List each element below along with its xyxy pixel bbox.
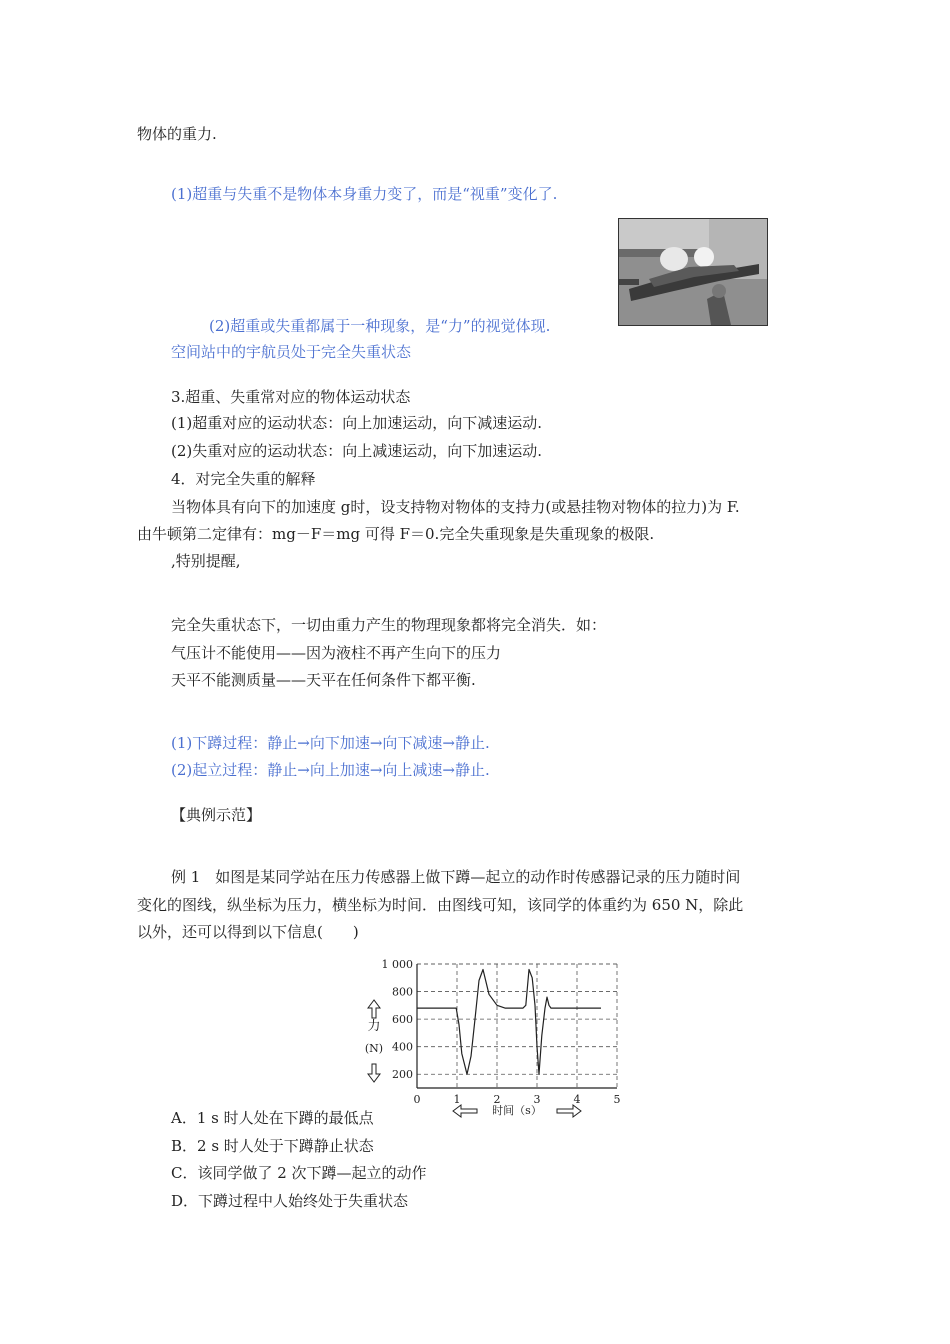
- reminder-2: 气压计不能使用——因为液柱不再产生向下的压力: [171, 644, 502, 662]
- option-a[interactable]: A．1 s 时人处在下蹲的最低点: [171, 1109, 374, 1127]
- example-question-line2: 变化的图线，纵坐标为压力，横坐标为时间．由图线可知，该同学的体重约为 650 N，除此: [137, 896, 744, 914]
- section3-item2: (2)失重对应的运动状态：向上减速运动，向下加速运动.: [171, 442, 543, 460]
- y-axis-label-group: [365, 1000, 383, 1082]
- process-1: (1)下蹲过程：静止→向下加速→向下减速→静止.: [171, 734, 490, 752]
- chart-axes: [417, 964, 617, 1088]
- section4-p2: 由牛顿第二定律有：mg－F＝mg 可得 F＝0.完全失重现象是失重现象的极限.: [137, 525, 655, 543]
- astronaut-photo-image: [619, 219, 767, 325]
- process-2: (2)起立过程：静止→向上加速→向上减速→静止.: [171, 761, 490, 779]
- y-tick-label: 600: [392, 1013, 413, 1027]
- photo-caption: 空间站中的宇航员处于完全失重状态: [171, 343, 412, 361]
- astronaut-photo: [618, 218, 768, 326]
- section4-title: 4．对完全失重的解释: [171, 470, 316, 488]
- note-2: (2)超重或失重都属于一种现象，是“力”的视觉体现.: [209, 317, 551, 335]
- series-line-force: [417, 970, 601, 1075]
- x-tick-label: 5: [613, 1093, 621, 1106]
- option-b[interactable]: B．2 s 时人处于下蹲静止状态: [171, 1137, 374, 1155]
- force-time-chart: [355, 954, 635, 1118]
- y-label-force: 力: [367, 1019, 381, 1034]
- reminder-1: 完全失重状态下，一切由重力产生的物理现象都将完全消失．如：: [171, 616, 607, 634]
- option-c[interactable]: C．该同学做了 2 次下蹲—起立的动作: [171, 1164, 427, 1182]
- section3-title: 3.超重、失重常对应的物体运动状态: [171, 388, 411, 406]
- y-label-unit: (N): [364, 1042, 384, 1055]
- x-tick-label: 4: [573, 1093, 581, 1106]
- top-line: 物体的重力.: [137, 125, 217, 143]
- option-d[interactable]: D．下蹲过程中人始终处于失重状态: [171, 1192, 409, 1210]
- right-arrow-icon: [557, 1105, 581, 1117]
- y-tick-label: 1 000: [381, 958, 413, 971]
- x-axis-label-group: [453, 1103, 581, 1117]
- x-tick-label: 1: [453, 1093, 461, 1106]
- x-tick-label: 3: [533, 1093, 541, 1106]
- up-arrow-icon: [368, 1000, 380, 1018]
- note-1: (1)超重与失重不是物体本身重力变了，而是“视重”变化了.: [171, 185, 558, 203]
- x-tick-label: 2: [493, 1093, 501, 1106]
- y-tick-label: 400: [392, 1040, 413, 1054]
- special-reminder-label: ,特别提醒,: [171, 552, 241, 570]
- y-tick-label: 800: [392, 985, 413, 999]
- example-header: 【典例示范】: [171, 806, 262, 824]
- x-axis-label: 时间（s）: [492, 1104, 542, 1117]
- reminder-3: 天平不能测质量——天平在任何条件下都平衡.: [171, 671, 476, 689]
- x-tick-label: 0: [413, 1093, 421, 1106]
- left-arrow-icon: [453, 1105, 477, 1117]
- section3-item1: (1)超重对应的运动状态：向上加速运动，向下减速运动.: [171, 414, 543, 432]
- chart-grid: [417, 964, 617, 1088]
- example-question-line3: 以外，还可以得到以下信息( ): [137, 923, 359, 941]
- y-tick-label: 200: [392, 1068, 413, 1082]
- down-arrow-icon: [368, 1064, 380, 1082]
- section4-p1: 当物体具有向下的加速度 g时，设支持物对物体的支持力(或悬挂物对物体的拉力)为 F.: [171, 498, 740, 516]
- example-question-line1: 例 1 如图是某同学站在压力传感器上做下蹲—起立的动作时传感器记录的压力随时间: [171, 868, 741, 886]
